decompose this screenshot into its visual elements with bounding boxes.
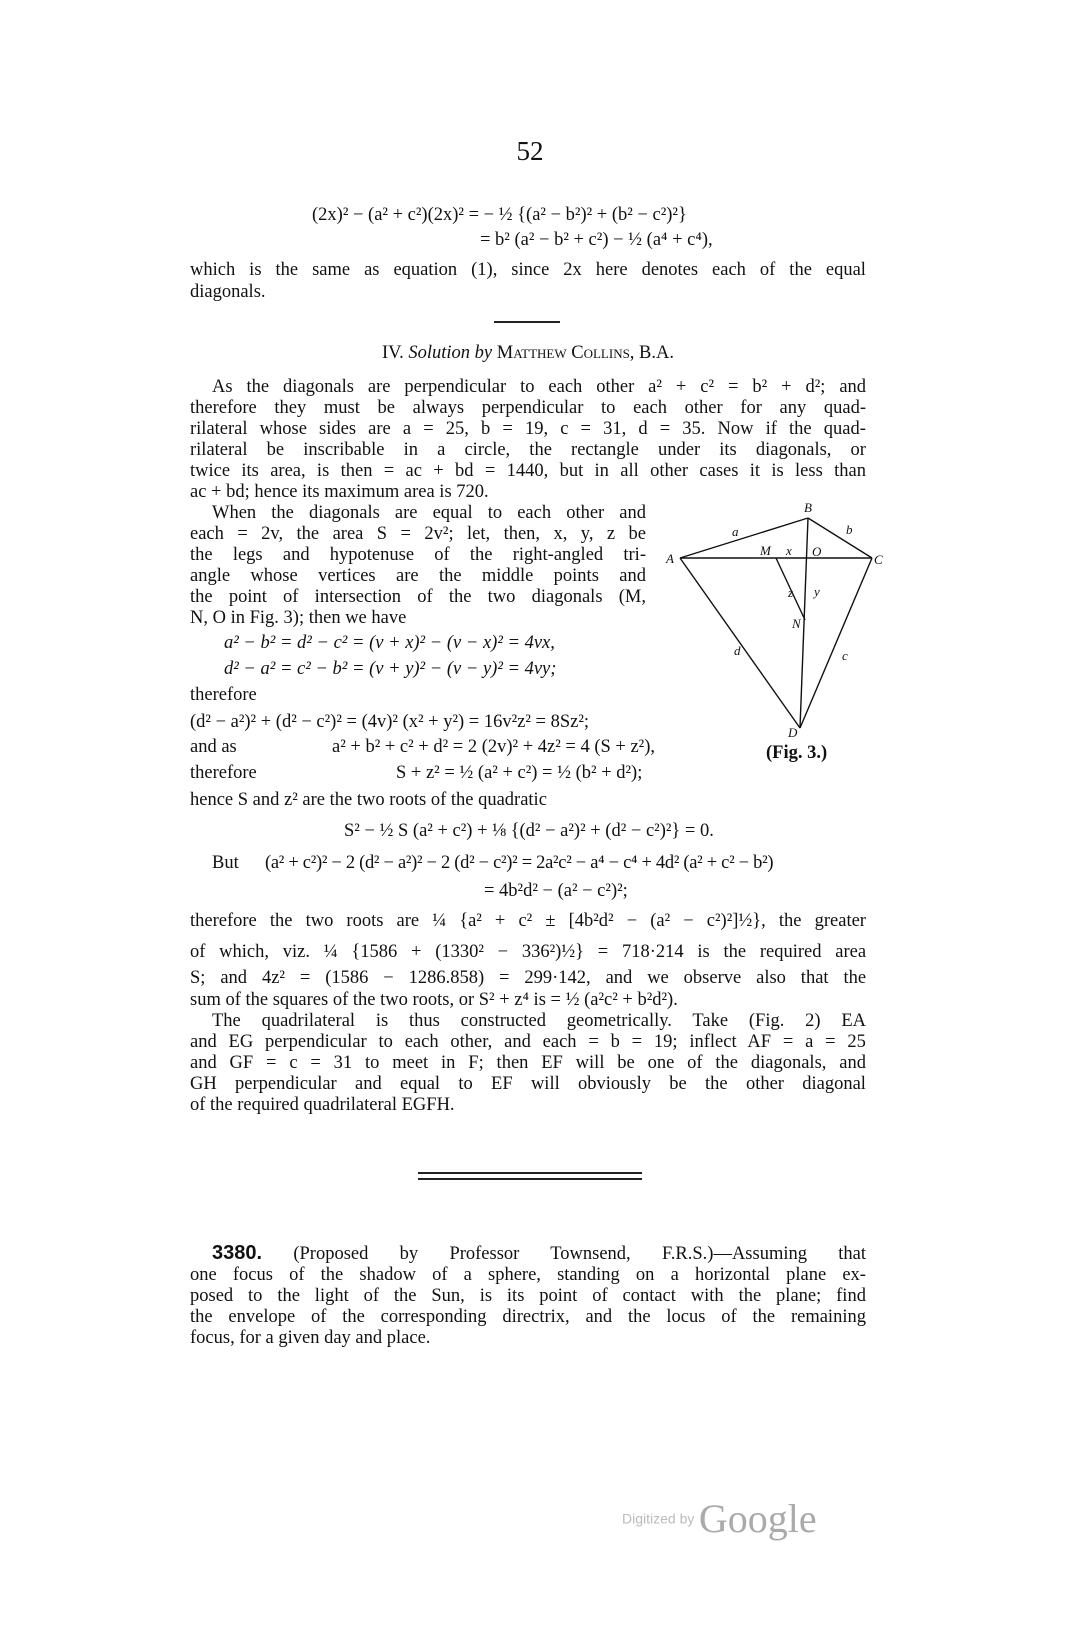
problem-line: posed to the light of the Sun, is its point of contact with the plane; find: [190, 1286, 866, 1306]
label-z: z: [788, 585, 794, 600]
text-line: which is the same as equation (1), since 2x here denotes each of the equal: [190, 260, 866, 280]
label-d-vertex: D: [788, 725, 798, 740]
text-line: twice its area, is then = ac + bd = 1440, but in all other cases it is less than: [190, 461, 866, 481]
label-b-side: b: [846, 522, 853, 537]
text-line: But: [212, 853, 239, 873]
text-line: diagonals.: [190, 282, 266, 302]
text-line: each = 2v, the area S = 2v²; let, then, x, y, z be: [190, 524, 647, 544]
text-line: the point of intersection of the two diagonals (M,: [190, 587, 646, 607]
equation: a² + b² + c² + d² = 2 (2v)² + 4z² = 4 (S + z²),: [332, 737, 656, 757]
text-line: S; and 4z² = (1586 − 1286.858) = 299·142, and we observe also that the: [190, 968, 867, 988]
text-line: the legs and hypotenuse of the right-angled tri-: [190, 545, 646, 565]
label-o: O: [812, 544, 822, 559]
label-c-side: c: [842, 648, 848, 663]
equation: d² − a² = c² − b² = (v + y)² − (v − y)² = 4vy;: [224, 659, 557, 679]
equation: = b² (a² − b² + c²) − ½ (a⁴ + c⁴),: [480, 230, 713, 250]
heading-solution-by: Solution by: [408, 343, 493, 363]
side-c: [800, 558, 872, 728]
text-line: therefore they must be always perpendicular to each other for any quad-: [190, 398, 867, 418]
text-line: The quadrilateral is thus constructed geometrically. Take (Fig. 2) EA: [212, 1011, 867, 1031]
problem-number: 3380.: [212, 1242, 263, 1264]
text-line: angle whose vertices are the middle points and: [190, 566, 646, 586]
label-d-side: d: [734, 643, 741, 658]
page-number: 52: [516, 136, 544, 166]
text-line: rilateral whose sides are a = 25, b = 19, c = 31, d = 35. Now if the quad-: [190, 419, 866, 439]
heading-author: Matthew Collins, B.A.: [496, 343, 675, 363]
text-line: therefore: [190, 685, 257, 705]
figure-caption: (Fig. 3.): [766, 743, 828, 763]
text-line: As the diagonals are perpendicular to each other a² + c² = b² + d²; and: [212, 377, 867, 397]
diagonal-bd: [800, 518, 808, 728]
text-line: rilateral be inscribable in a circle, the rectangle under its diagonals, or: [190, 440, 866, 460]
text-line: of the required quadrilateral EGFH.: [190, 1095, 455, 1115]
text-line: and GF = c = 31 to meet in F; then EF will be one of the diagonals, and: [190, 1053, 866, 1073]
problem-text: (Proposed by Professor Townsend, F.R.S.)—Assuming that: [293, 1244, 867, 1264]
equation: a² − b² = d² − c² = (v + x)² − (v − x)² = 4vx,: [224, 633, 555, 653]
text-line: therefore: [190, 763, 257, 783]
label-m: M: [760, 543, 771, 558]
equation: (2x)² − (a² + c²)(2x)² = − ½ {(a² − b²)² + (b² − c²)²}: [312, 205, 687, 225]
label-y: y: [814, 584, 820, 599]
text-line: of which, viz. ¼ {1586 + (1330² − 336²)½} = 718·214 is the required area: [190, 942, 867, 962]
text-line: GH perpendicular and equal to EF will obviously be the other diagonal: [190, 1074, 866, 1094]
label-a-vertex: A: [666, 551, 674, 566]
equation: S² − ½ S (a² + c²) + ⅛ {(d² − a²)² + (d² − c²)²} = 0.: [344, 821, 714, 841]
text-line: and EG perpendicular to each other, and each = b = 19; inflect AF = a = 25: [190, 1032, 866, 1052]
text-line: When the diagonals are equal to each other and: [212, 503, 646, 523]
label-n: N: [792, 616, 801, 631]
watermark-prefix: Digitized by: [622, 1510, 695, 1527]
label-a-side: a: [732, 524, 739, 539]
text-line: ac + bd; hence its maximum area is 720.: [190, 482, 489, 502]
text-line: hence S and z² are the two roots of the quadratic: [190, 790, 547, 810]
problem-line: the envelope of the corresponding directrix, and the locus of the remaining: [190, 1307, 866, 1327]
text-line: N, O in Fig. 3); then we have: [190, 608, 407, 628]
equation: = 4b²d² − (a² − c²)²;: [484, 881, 628, 901]
text-line: therefore the two roots are ¼ {a² + c² ± [4b²d² − (a² − c²)²]½}, the greater: [190, 911, 866, 931]
label-c-vertex: C: [874, 552, 883, 567]
label-x: x: [786, 543, 792, 558]
equation: (a² + c²)² − 2 (d² − a²)² − 2 (d² − c²)² = 2a²c² − a⁴ − c⁴ + 4d² (a² + c² − b²): [265, 853, 774, 873]
equation: (d² − a²)² + (d² − c²)² = (4v)² (x² + y²) = 16v²z² = 8Sz²;: [190, 712, 590, 732]
equation: S + z² = ½ (a² + c²) = ½ (b² + d²);: [396, 763, 643, 783]
problem-line: one focus of the shadow of a sphere, standing on a horizontal plane ex-: [190, 1265, 866, 1285]
text-line: and as: [190, 737, 237, 757]
problem-line: focus, for a given day and place.: [190, 1328, 431, 1348]
label-b-vertex: B: [804, 500, 812, 515]
google-logo: Google: [698, 1496, 817, 1541]
digitized-by-google-watermark: [622, 1495, 817, 1542]
heading-numeral: IV.: [381, 343, 404, 363]
text-line: sum of the squares of the two roots, or S² + z⁴ is = ½ (a²c² + b²d²).: [190, 990, 678, 1010]
